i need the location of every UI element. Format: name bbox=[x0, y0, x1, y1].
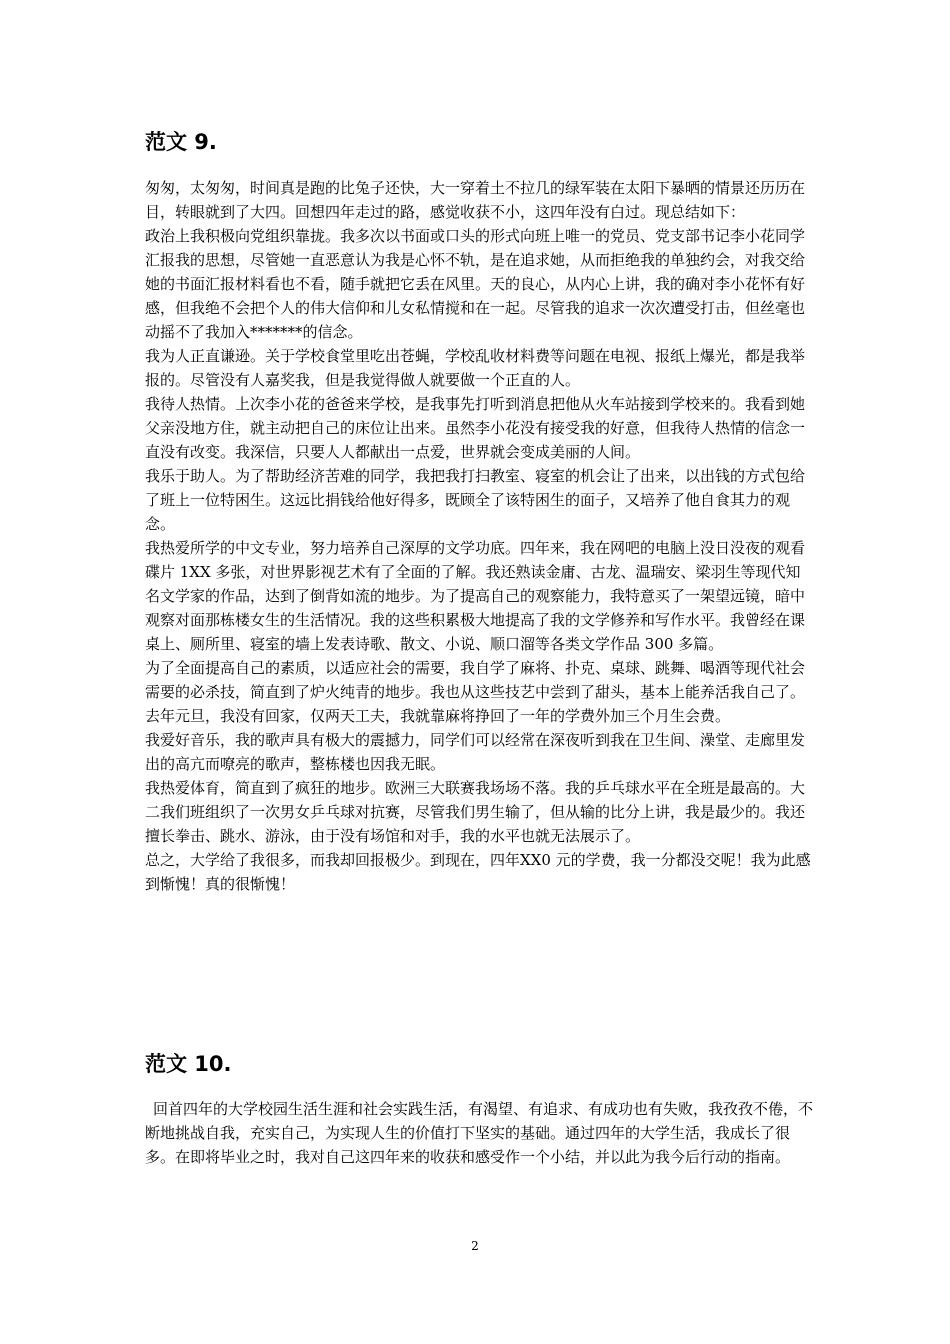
paragraph: 我为人正直谦逊。关于学校食堂里吃出苍蝇，学校乱收材料费等问题在电视、报纸上爆光，都是我举报的。尽管没有人嘉奖我，但是我觉得做人就要做一个正直的人。 bbox=[145, 347, 806, 389]
paragraph: 我乐于助人。为了帮助经济苦难的同学，我把我打扫教室、寝室的机会让了出来，以出钱的方式包给了班上一位特困生。这远比捐钱给他好得多，既顾全了该特困生的面子，又培养了他自食其力的观念。 bbox=[145, 467, 806, 533]
section-heading-9: 范文 9. bbox=[145, 130, 217, 154]
paragraph: 匆匆，太匆匆，时间真是跑的比兔子还快，大一穿着土不拉几的绿军装在太阳下暴晒的情景还历历在目，转眼就到了大四。回想四年走过的路，感觉收获不小，这四年没有白过。现总结如下： bbox=[145, 179, 806, 221]
paragraph: 政治上我积极向党组织靠拢。我多次以书面或口头的形式向班上唯一的党员、党支部书记李小花同学汇报我的思想，尽管她一直恶意认为我是心怀不轨，是在追求她，从而拒绝我的单独约会，对我交给她的书面汇报材料看也不看，随手就把它丢在风里。天的良心，从内心上讲，我的确对李小花怀有好感，但我绝不会把个人的伟大信仰和儿女私情搅和在一起。尽管我的追求一次次遭受打击，但丝毫也动摇不了我加入*******的信念。 bbox=[145, 227, 806, 341]
paragraph: 我待人热情。上次李小花的爸爸来学校，是我事先打听到消息把他从火车站接到学校来的。我看到她父亲没地方住，就主动把自己的床位让出来。虽然李小花没有接受我的好意，但我待人热情的信念一直没有改变。我深信，只要人人都献出一点爱，世界就会变成美丽的人间。 bbox=[145, 395, 806, 461]
section-body-9 bbox=[145, 176, 813, 896]
paragraph: 我爱好音乐，我的歌声具有极大的震撼力，同学们可以经常在深夜听到我在卫生间、澡堂、走廊里发出的高亢而嘹亮的歌声，整栋楼也因我无眠。 bbox=[145, 731, 806, 773]
paragraph: 我热爱体育，简直到了疯狂的地步。欧洲三大联赛我场场不落。我的乒乓球水平在全班是最高的。大二我们班组织了一次男女乒乓球对抗赛，尽管我们男生输了，但从输的比分上讲，我是最少的。我还擅长拳击、跳水、游泳，由于没有场馆和对手，我的水平也就无法展示了。 bbox=[145, 779, 806, 845]
paragraph: 总之，大学给了我很多，而我却回报极少。到现在，四年XX0 元的学费，我一分都没交呢！我为此感到惭愧！真的很惭愧！ bbox=[145, 851, 811, 893]
paragraph: 为了全面提高自己的素质，以适应社会的需要，我自学了麻将、扑克、桌球、跳舞、喝酒等现代社会需要的必杀技，简直到了炉火纯青的地步。我也从这些技艺中尝到了甜头，基本上能养活我自己了。去年元旦，我没有回家，仅两天工夫，我就靠麻将挣回了一年的学费外加三个月生会费。 bbox=[145, 659, 806, 725]
section-body-10 bbox=[145, 1097, 813, 1169]
page-number: 2 bbox=[471, 1239, 479, 1253]
paragraph: 我热爱所学的中文专业，努力培养自己深厚的文学功底。四年来，我在网吧的电脑上没日没夜的观看碟片 1XX 多张，对世界影视艺术有了全面的了解。我还熟读金庸、古龙、温瑞安、梁羽生等现代知名文学家的作品，达到了倒背如流的地步。为了提高自己的观察能力，我特意买了一架望远镜，暗中观察对面那栋楼女生的生活情况。我的这些积累极大地提高了我的文学修养和写作水平。我曾经在课桌上、厕所里、寝室的墙上发表诗歌、散文、小说、顺口溜等各类文学作品 300 多篇。 bbox=[145, 539, 806, 653]
paragraph: 回首四年的大学校园生活生涯和社会实践生活，有渴望、有追求、有成功也有失败，我孜孜不倦，不断地挑战自我，充实自己，为实现人生的价值打下坚实的基础。通过四年的大学生活，我成长了很多。在即将毕业之时，我对自己这四年来的收获和感受作一个小结，并以此为我今后行动的指南。 bbox=[145, 1100, 814, 1166]
section-heading-10: 范文 10. bbox=[145, 1052, 232, 1076]
